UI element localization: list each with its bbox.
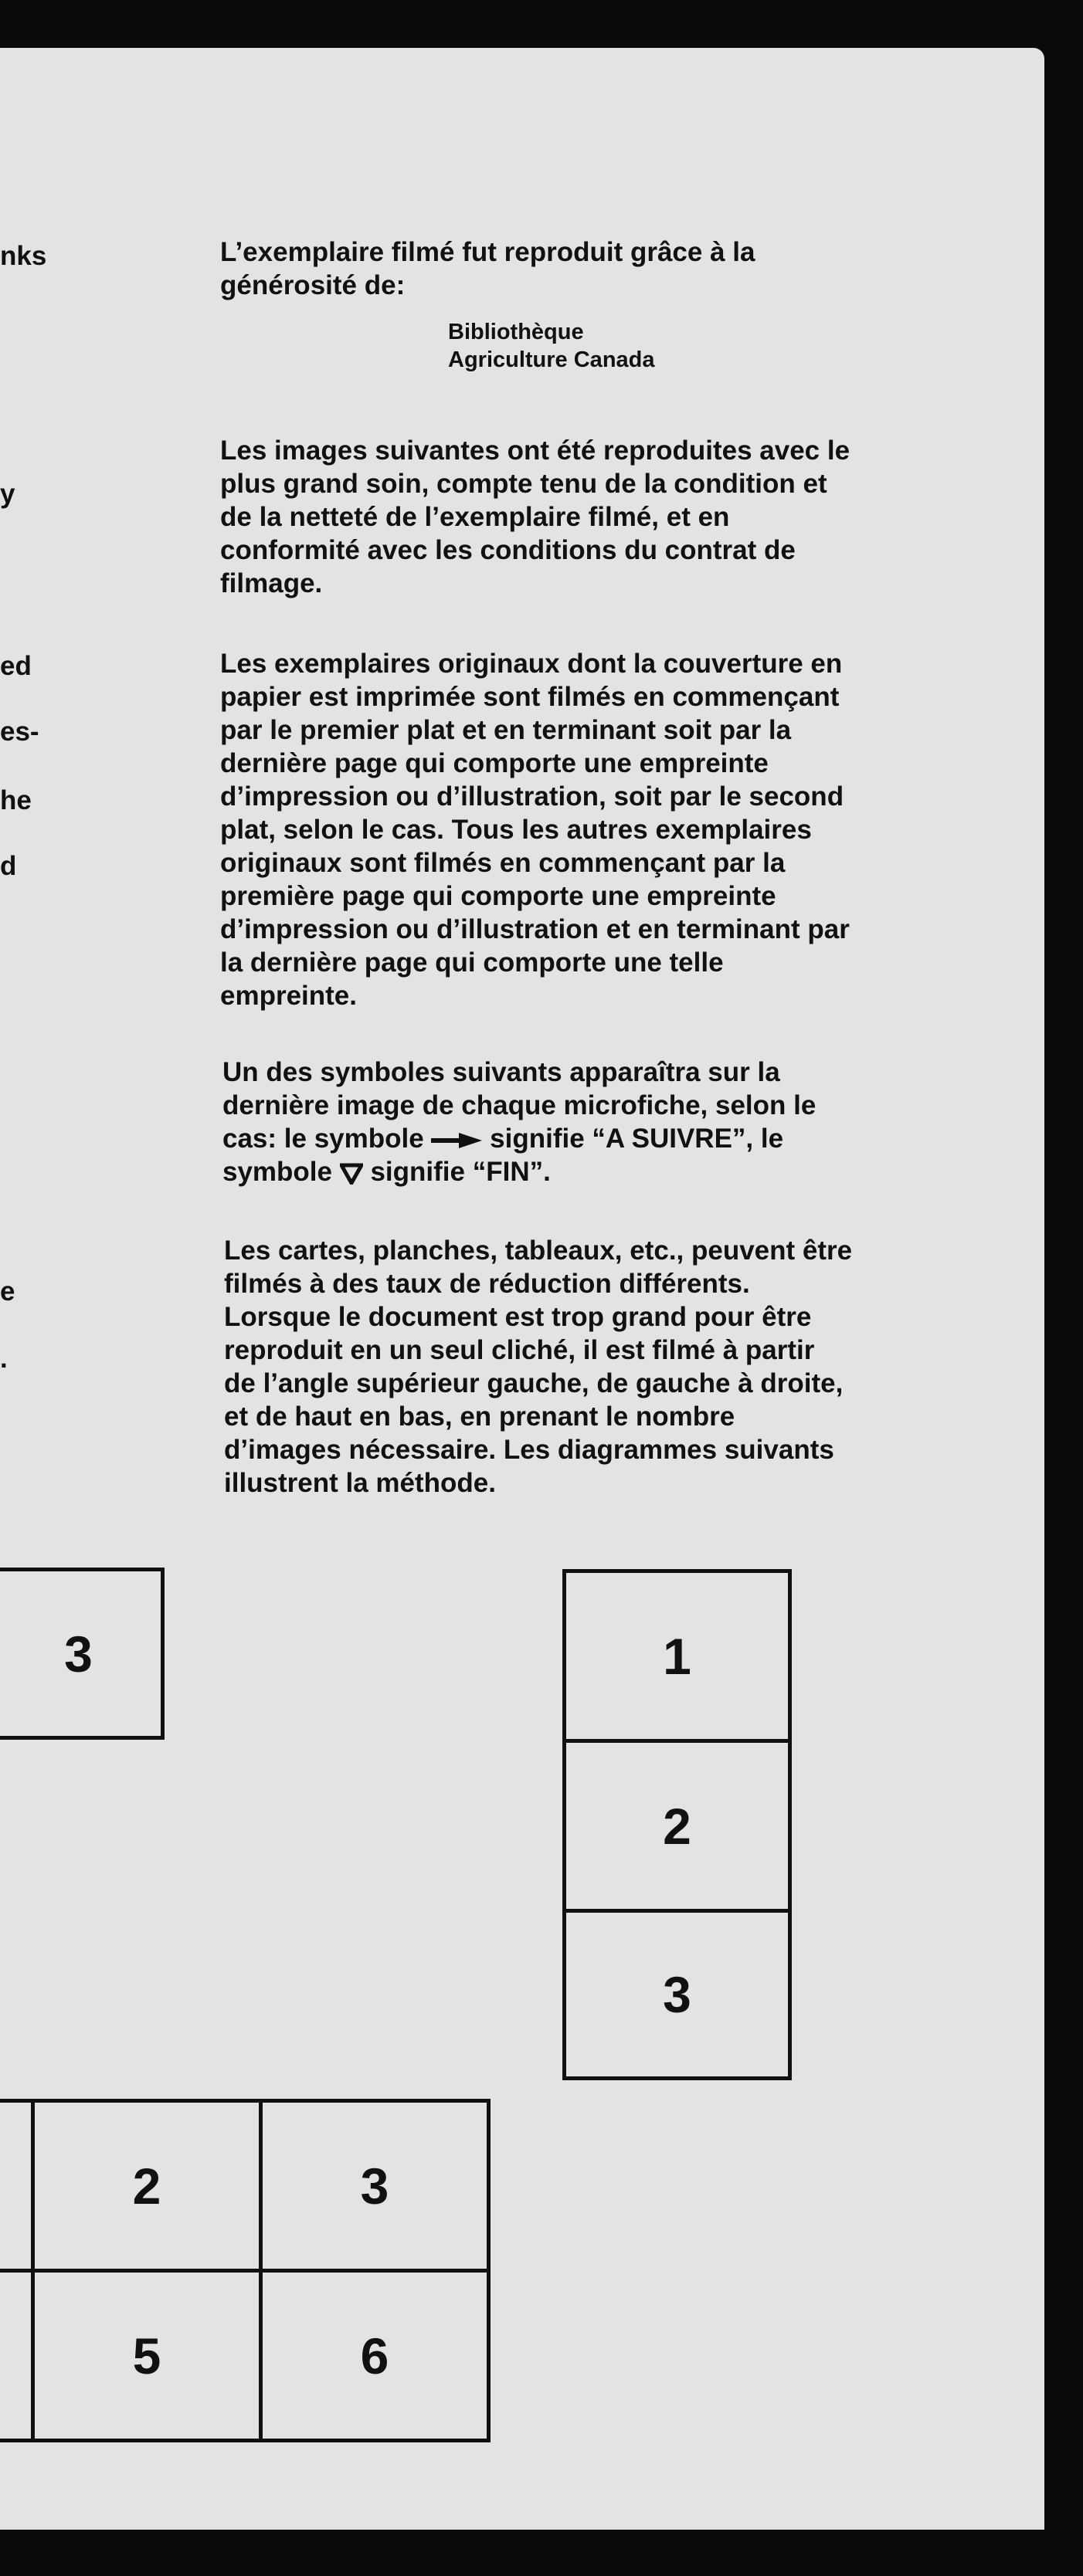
fragment-es: es- [0,717,39,747]
diagram-grid-box-5: 5 [31,2269,263,2442]
diagram-row-box-3: 3 [0,1568,165,1740]
down-triangle-icon [340,1163,363,1185]
fragment-e: e [0,1276,15,1307]
intro-text: L’exemplaire filmé fut reproduit grâce à la générosité de: [220,237,755,300]
diagram-grid-box-4 [0,2269,35,2442]
diagram-column-box-3: 3 [562,1909,792,2080]
diagram-column-box-1: 1 [562,1569,792,1743]
paragraph-maps-plates: Les cartes, planches, tableaux, etc., peuvent être filmés à des taux de réduction différents. Lorsque le document est trop grand pour être reproduit en un seul cliché, il est filmé à partir de l’angle supérieur gauche, de gauche à droite, et de haut en bas, en prenant le nombre d’images nécessaire. Les diagrammes suivants illustrent la méthode. [224,1235,853,1498]
diagram-grid-box-3: 3 [259,2099,491,2273]
diagram-grid-box-2: 2 [31,2099,263,2273]
paragraph-symbols: Un des symboles suivants apparaîtra sur la dernière image de chaque microfiche, selon le cas: le symbole signifie “A SUIVRE”, le symbole signifie “FIN”. [222,1057,816,1187]
diagram-column-box-2: 2 [562,1739,792,1913]
diagram-grid-box-1 [0,2099,35,2273]
library-name: Bibliothèque Agriculture Canada [448,320,655,372]
fragment-ed: ed [0,651,32,681]
fragment-d: d [0,851,17,881]
fragment-dot: . [0,1344,8,1374]
paragraph-filming-quality: Les images suivantes ont été reproduites avec le plus grand soin, compte tenu de la condition et de la netteté de l’exemplaire filmé, et en conformité avec les conditions du contrat de filmage. [220,436,850,598]
fragment-y: y [0,479,15,509]
fragment-he: he [0,785,32,815]
right-arrow-icon [431,1133,482,1148]
paragraph-original-copies: Les exemplaires originaux dont la couverture en papier est imprimée sont filmés en commençant par le premier plat et en terminant soit par la dernière page qui comporte une empreinte d’impression ou d’illustration, soit par le second plat, selon le cas. Tous les autres exemplaires originaux sont filmés en commençant par la première page qui comporte une empreinte d’impression ou d’illustration et en terminant par la dernière page qui comporte une telle empreinte. [220,649,850,1011]
diagram-grid-box-6: 6 [259,2269,491,2442]
fragment-nks: nks [0,241,47,271]
